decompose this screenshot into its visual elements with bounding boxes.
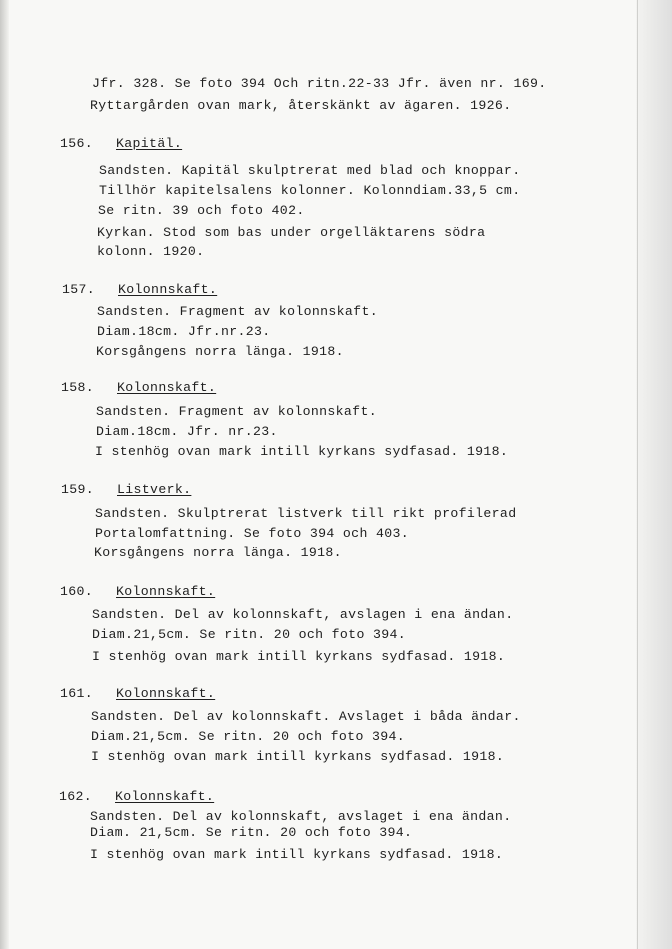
entry-160-line-1: Sandsten. Del av kolonnskaft, avslagen i ena ändan. (92, 607, 514, 622)
entry-161-line-3: I stenhög ovan mark intill kyrkans sydfasad. 1918. (91, 749, 505, 764)
entry-number: 160. (60, 584, 94, 599)
entry-number: 162. (59, 789, 93, 804)
entry-157-line-1: Sandsten. Fragment av kolonnskaft. (97, 304, 378, 319)
entry-number: 157. (62, 282, 96, 297)
entry-title: Kolonnskaft. (118, 282, 218, 297)
entry-160-heading (60, 584, 215, 600)
entry-158-line-3: I stenhög ovan mark intill kyrkans sydfasad. 1918. (95, 444, 509, 459)
entry-162-line-3: I stenhög ovan mark intill kyrkans sydfasad. 1918. (90, 847, 504, 862)
top-line-2: Ryttargården ovan mark, återskänkt av ägaren. 1926. (90, 98, 512, 113)
entry-156-line-1: Sandsten. Kapitäl skulptrerat med blad och knoppar. (99, 163, 521, 178)
entry-158-line-1: Sandsten. Fragment av kolonnskaft. (96, 404, 377, 419)
entry-160-line-2: Diam.21,5cm. Se ritn. 20 och foto 394. (92, 627, 407, 642)
entry-158-heading (61, 380, 216, 396)
entry-159-heading (61, 482, 191, 498)
entry-title: Kolonnskaft. (116, 686, 216, 701)
entry-160-line-3: I stenhög ovan mark intill kyrkans sydfasad. 1918. (92, 649, 506, 664)
entry-159-line-2: Portalomfattning. Se foto 394 och 403. (95, 526, 410, 541)
entry-title: Kolonnskaft. (116, 584, 216, 599)
entry-159-line-3: Korsgångens norra länga. 1918. (94, 545, 342, 560)
entry-162-line-2: Diam. 21,5cm. Se ritn. 20 och foto 394. (90, 825, 413, 840)
entry-number: 158. (61, 380, 95, 395)
entry-title: Kolonnskaft. (115, 789, 215, 804)
entry-number: 159. (61, 482, 95, 497)
entry-161-heading (60, 686, 215, 702)
entry-156-line-5: kolonn. 1920. (97, 244, 205, 259)
entry-157-heading (62, 282, 217, 298)
scan-left-edge (0, 0, 9, 949)
entry-162-heading (59, 789, 214, 805)
entry-162-line-1: Sandsten. Del av kolonnskaft, avslaget i ena ändan. (90, 809, 512, 824)
entry-156-line-3: Se ritn. 39 och foto 402. (98, 203, 305, 218)
entry-157-line-3: Korsgångens norra länga. 1918. (96, 344, 344, 359)
scan-right-edge (636, 0, 672, 949)
entry-159-line-1: Sandsten. Skulptrerat listverk till rikt profilerad (95, 506, 517, 521)
entry-157-line-2: Diam.18cm. Jfr.nr.23. (97, 324, 271, 339)
entry-161-line-2: Diam.21,5cm. Se ritn. 20 och foto 394. (91, 729, 406, 744)
entry-number: 161. (60, 686, 94, 701)
top-line-1: Jfr. 328. Se foto 394 Och ritn.22-33 Jfr. även nr. 169. (92, 76, 547, 91)
entry-number: 156. (60, 136, 94, 151)
entry-title: Kolonnskaft. (117, 380, 217, 395)
entry-title: Listverk. (117, 482, 192, 497)
entry-title: Kapitäl. (116, 136, 183, 151)
entry-156-line-4: Kyrkan. Stod som bas under orgelläktarens södra (97, 225, 486, 240)
scan-fold-line (637, 0, 638, 949)
entry-156-line-2: Tillhör kapitelsalens kolonner. Kolonndiam.33,5 cm. (99, 183, 521, 198)
entry-158-line-2: Diam.18cm. Jfr. nr.23. (96, 424, 278, 439)
entry-156-heading (60, 136, 182, 152)
entry-161-line-1: Sandsten. Del av kolonnskaft. Avslaget i båda ändar. (91, 709, 521, 724)
